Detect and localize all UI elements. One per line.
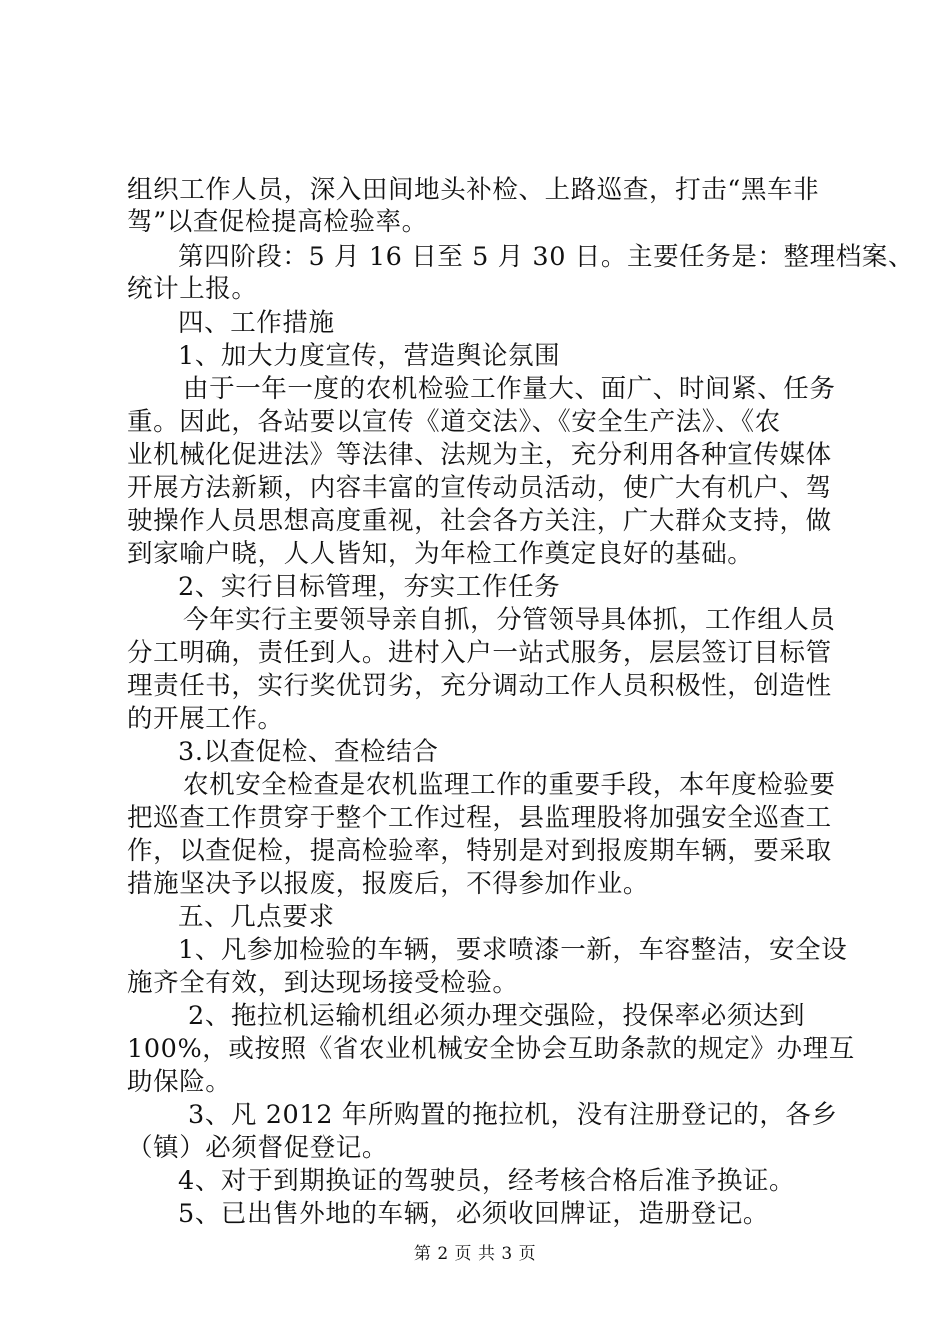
text-line: 重。因此，各站要以宣传《道交法》、《安全生产法》、《农 bbox=[127, 407, 781, 437]
text-line: 措施坚决予以报废，报废后，不得参加作业。 bbox=[127, 869, 650, 899]
text-line: 今年实行主要领导亲自抓，分管领导具体抓，工作组人员 bbox=[183, 605, 836, 635]
section-heading: 五、几点要求 bbox=[178, 902, 335, 932]
text-line: 驶操作人员思想高度重视，社会各方关注，广大群众支持，做 bbox=[127, 506, 832, 536]
text-line: 的开展工作。 bbox=[127, 704, 284, 734]
text-line: 组织工作人员，深入田间地头补检、上路巡查，打击“黑车非 bbox=[127, 175, 820, 205]
text-line: 到家喻户晓，人人皆知，为年检工作奠定良好的基础。 bbox=[127, 539, 754, 569]
text-line: 2、拖拉机运输机组必须办理交强险，投保率必须达到 bbox=[188, 1001, 806, 1031]
text-line: 100%，或按照《省农业机械安全协会互助条款的规定》办理互 bbox=[127, 1034, 855, 1064]
subsection-heading: 3.以查促检、查检结合 bbox=[178, 737, 439, 767]
text-line: 1、凡参加检验的车辆，要求喷漆一新，车容整洁，安全设 bbox=[178, 935, 848, 965]
section-heading: 四、工作措施 bbox=[178, 308, 335, 338]
text-line: 开展方法新颖，内容丰富的宣传动员活动，使广大有机户、驾 bbox=[127, 473, 832, 503]
text-line: 5、已出售外地的车辆，必须收回牌证，造册登记。 bbox=[178, 1199, 770, 1229]
text-line: 3、凡 2012 年所购置的拖拉机，没有注册登记的，各乡 bbox=[188, 1100, 838, 1130]
text-line: 理责任书，实行奖优罚劣，充分调动工作人员积极性，创造性 bbox=[127, 671, 832, 701]
text-line: 施齐全有效，到达现场接受检验。 bbox=[127, 968, 519, 998]
text-line: 统计上报。 bbox=[127, 274, 258, 304]
text-line: 把巡查工作贯穿于整个工作过程，县监理股将加强安全巡查工 bbox=[127, 803, 832, 833]
text-line: 助保险。 bbox=[127, 1067, 232, 1097]
subsection-heading: 2、实行目标管理，夯实工作任务 bbox=[178, 572, 561, 602]
text-line: 农机安全检查是农机监理工作的重要手段，本年度检验要 bbox=[183, 770, 836, 800]
text-line: 驾”以查促检提高检验率。 bbox=[127, 207, 428, 237]
page-footer: 第 2 页 共 3 页 bbox=[413, 1244, 537, 1264]
text-line: 由于一年一度的农机检验工作量大、面广、时间紧、任务 bbox=[183, 374, 836, 404]
text-line: 第四阶段：5 月 16 日至 5 月 30 日。主要任务是：整理档案、 bbox=[178, 242, 915, 272]
text-line: 分工明确，责任到人。进村入户一站式服务，层层签订目标管 bbox=[127, 638, 832, 668]
text-line: （镇）必须督促登记。 bbox=[127, 1133, 389, 1163]
text-line: 业机械化促进法》等法律、法规为主，充分利用各种宣传媒体 bbox=[127, 440, 832, 470]
text-line: 4、对于到期换证的驾驶员，经考核合格后准予换证。 bbox=[178, 1166, 796, 1196]
text-line: 作，以查促检，提高检验率，特别是对到报废期车辆，要采取 bbox=[127, 836, 832, 866]
subsection-heading: 1、加大力度宣传，营造舆论氛围 bbox=[178, 341, 561, 371]
